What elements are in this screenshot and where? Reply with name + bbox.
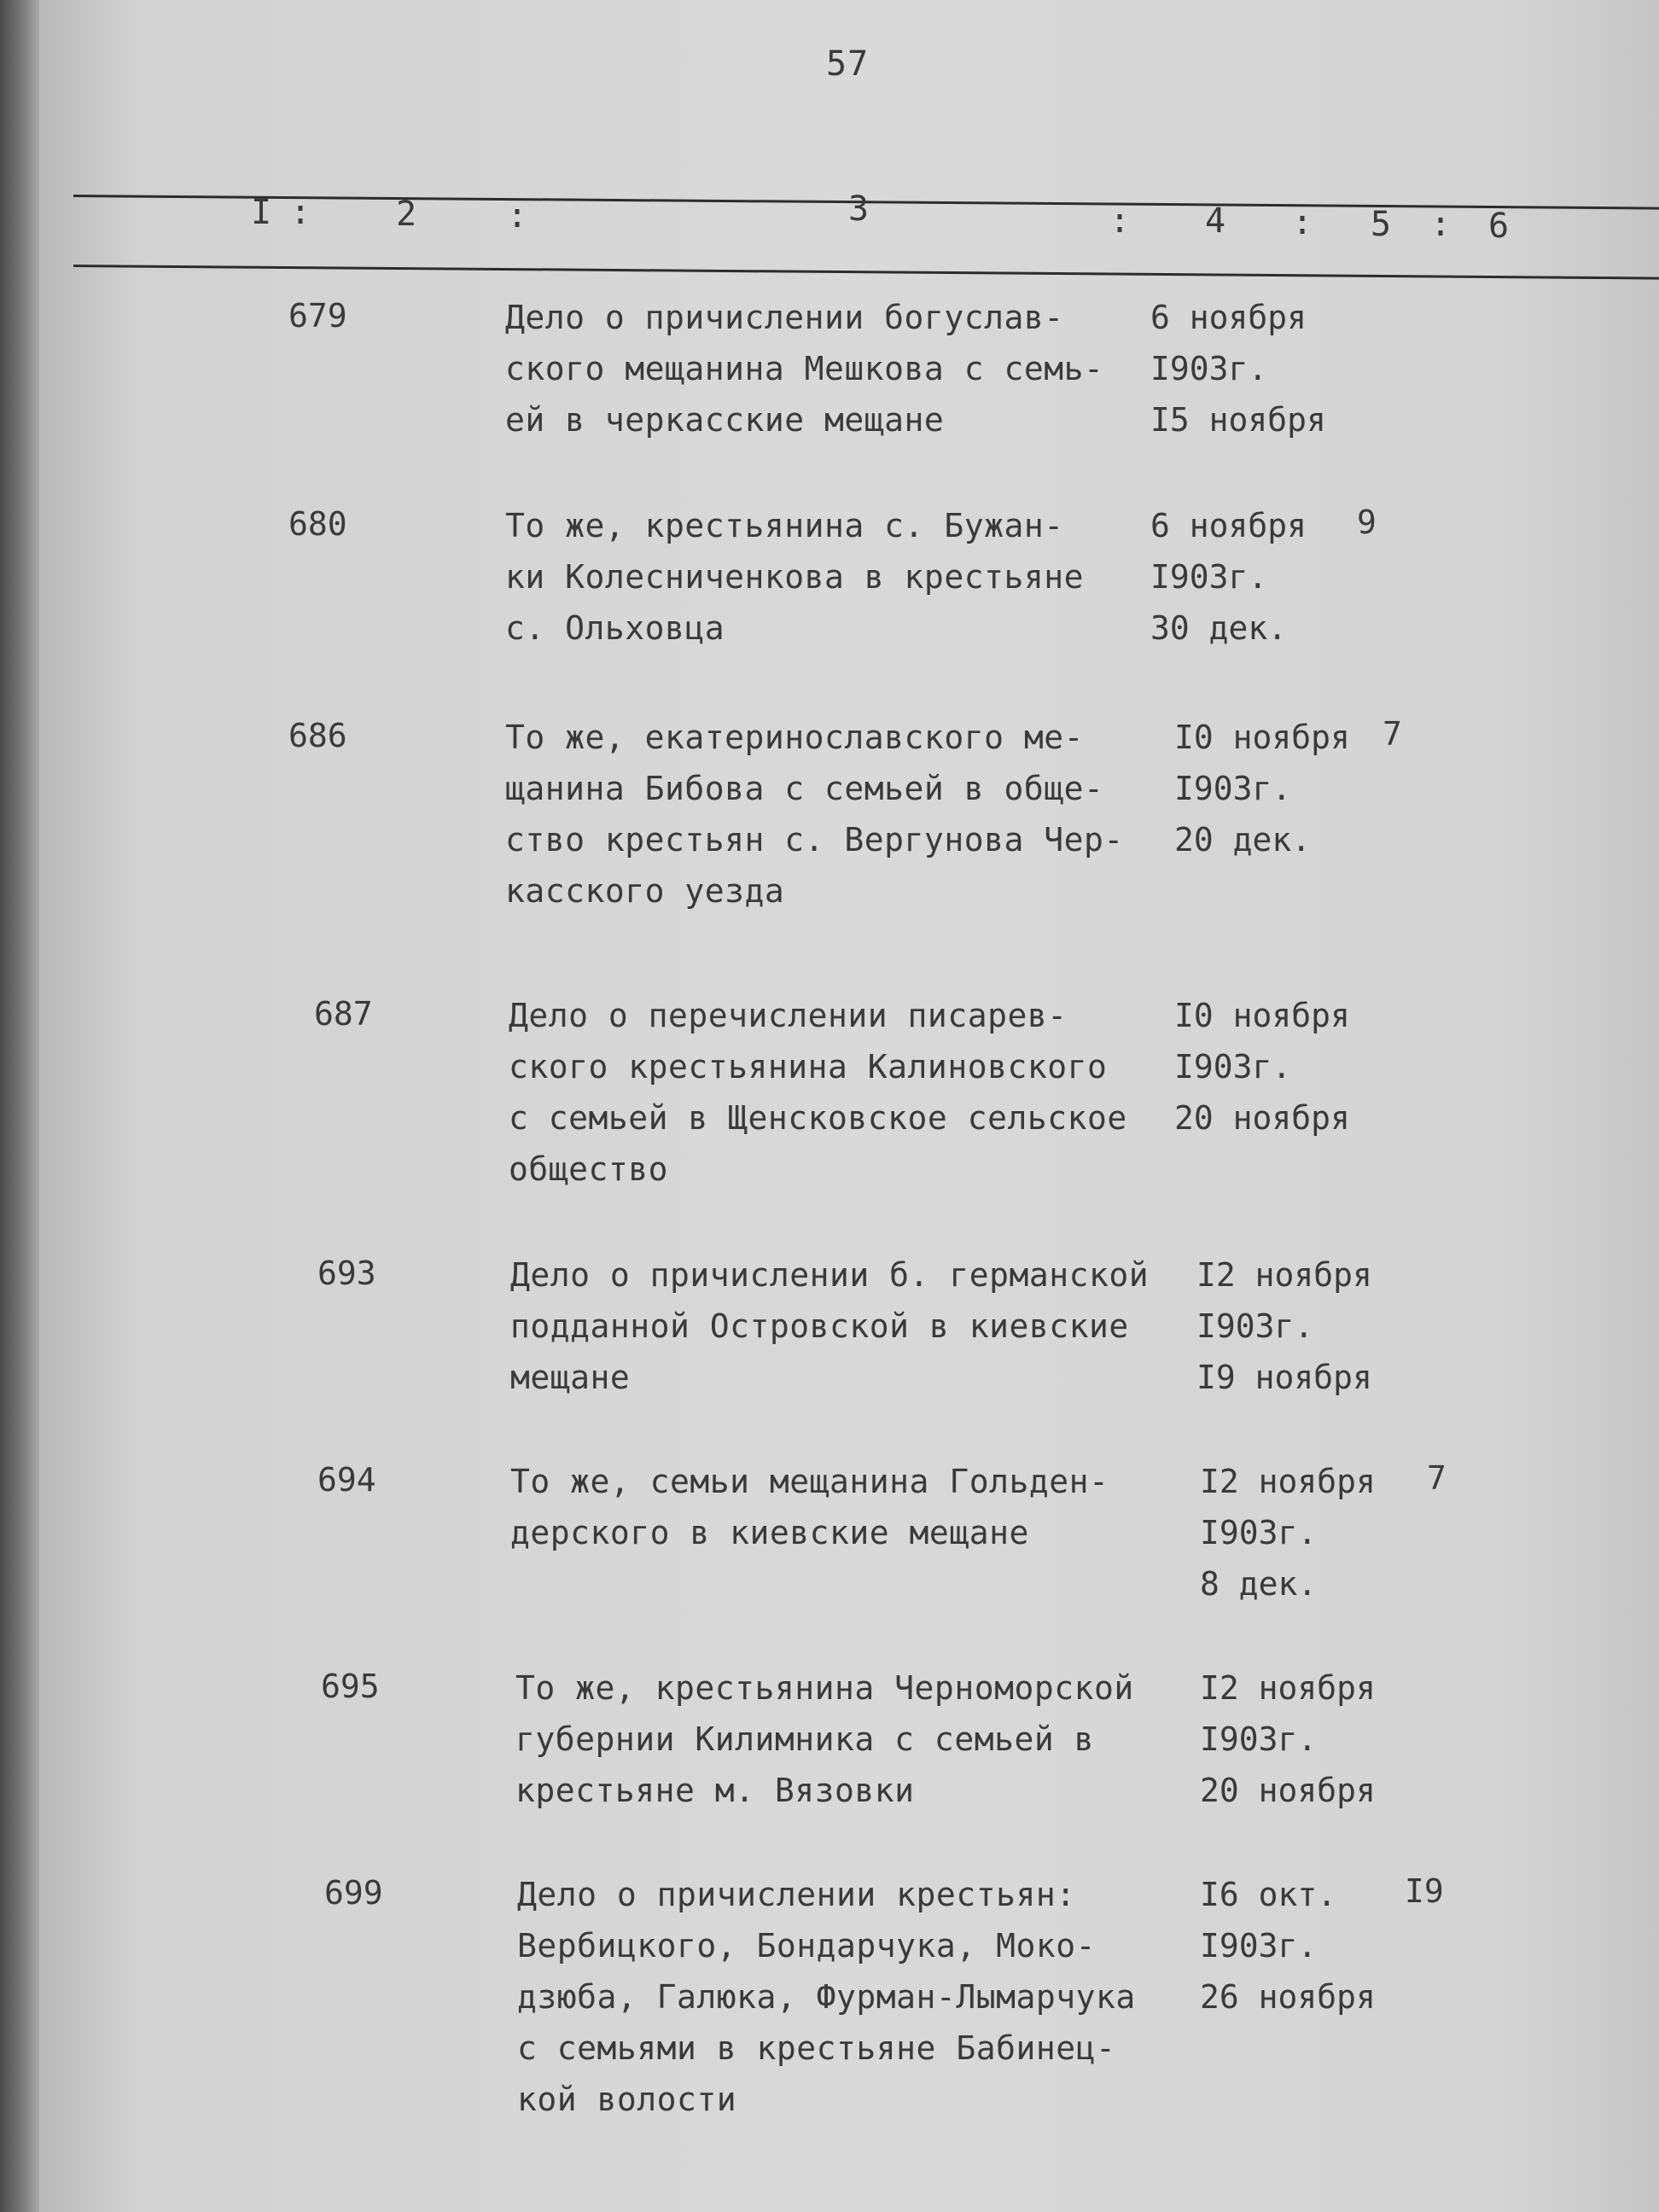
entry-dates [1200, 1456, 1376, 1610]
date-line: I903г. [1200, 1720, 1318, 1758]
entry-sheet-count: 7 [1427, 1459, 1447, 1497]
entry-description [510, 1456, 1109, 1558]
description-line: Дело о перечислении писарев- [509, 997, 1068, 1034]
entry-dates [1196, 1249, 1372, 1403]
description-line: То же, екатеринославского ме- [505, 719, 1084, 756]
column-separator: : [507, 196, 528, 236]
description-line: с. Ольховца [505, 609, 725, 647]
date-line: I2 ноября [1200, 1669, 1376, 1707]
entry-sheet-count: 9 [1357, 504, 1377, 541]
date-line: I903г. [1174, 1048, 1292, 1086]
description-line: Дело о причислении крестьян: [517, 1876, 1076, 1913]
entry-dates [1174, 712, 1350, 865]
description-line: дзюба, Галюка, Фурман-Лымарчука [517, 1978, 1136, 2016]
entry-description [509, 990, 1127, 1195]
header-bottom-rule [73, 265, 1659, 280]
date-line: I0 ноября [1174, 719, 1350, 756]
entry-number: 699 [324, 1874, 383, 1912]
document-page [39, 0, 1659, 2212]
date-line: I903г. [1150, 558, 1268, 596]
entry-sheet-count: I9 [1405, 1872, 1444, 1910]
date-line: 20 дек. [1174, 821, 1312, 859]
description-line: губернии Килимника с семьей в [515, 1720, 1094, 1758]
description-line: ского крестьянина Калиновского [509, 1048, 1108, 1086]
entry-dates [1200, 1869, 1376, 2023]
column-header-5: 5 [1371, 205, 1392, 244]
entry-description [505, 292, 1103, 445]
date-line: I903г. [1200, 1514, 1318, 1551]
date-line: I2 ноября [1200, 1463, 1376, 1500]
date-line: 20 ноября [1174, 1099, 1350, 1137]
description-line: То же, семьи мещанина Гольден- [510, 1463, 1109, 1500]
entry-sheet-count: 7 [1382, 715, 1402, 753]
date-line: I903г. [1196, 1307, 1314, 1345]
column-separator: : [1430, 205, 1452, 244]
description-line: Дело о причислении богуслав- [505, 299, 1064, 336]
book-spine-shadow [0, 0, 39, 2212]
column-header-1: I [251, 193, 272, 232]
date-line: I903г. [1150, 350, 1268, 387]
description-line: крестьяне м. Вязовки [515, 1772, 915, 1809]
description-line: ей в черкасские мещане [505, 401, 945, 439]
column-header-4: 4 [1205, 201, 1226, 241]
date-line: 20 ноября [1200, 1772, 1376, 1809]
entry-description [510, 1249, 1149, 1403]
description-line: ство крестьян с. Вергунова Чер- [505, 821, 1124, 859]
description-line: дерского в киевские мещане [510, 1514, 1029, 1551]
entry-number: 679 [288, 297, 347, 335]
date-line: 30 дек. [1150, 609, 1288, 647]
description-line: ки Колесниченкова в крестьяне [505, 558, 1084, 596]
column-separator: : [1109, 201, 1131, 241]
description-line: общество [509, 1150, 669, 1188]
entry-description [515, 1662, 1134, 1816]
entry-number: 694 [317, 1461, 376, 1499]
date-line: I0 ноября [1174, 997, 1350, 1034]
column-separator: : [290, 193, 311, 232]
date-line: I5 ноября [1150, 401, 1326, 439]
description-line: ского мещанина Мешкова с семь- [505, 350, 1104, 387]
date-line: I2 ноября [1196, 1256, 1372, 1294]
description-line: с семьями в крестьяне Бабинец- [517, 2029, 1116, 2067]
entry-number: 693 [317, 1254, 376, 1292]
date-line: 26 ноября [1200, 1978, 1376, 2016]
date-line: 8 дек. [1200, 1565, 1318, 1603]
entry-number: 687 [314, 995, 373, 1033]
description-line: кой волости [517, 2081, 737, 2118]
entry-dates [1150, 292, 1326, 445]
description-line: щанина Бибова с семьей в обще- [505, 770, 1104, 807]
date-line: I903г. [1174, 770, 1292, 807]
entry-description [505, 712, 1124, 917]
description-line: мещане [510, 1359, 631, 1396]
description-line: То же, крестьянина Черноморской [515, 1669, 1134, 1707]
date-line: I903г. [1200, 1927, 1318, 1965]
entry-dates [1150, 500, 1307, 654]
entry-dates [1174, 990, 1350, 1144]
column-header-3: 3 [848, 189, 870, 229]
entry-dates [1200, 1662, 1376, 1816]
column-header-6: 6 [1488, 207, 1510, 246]
entry-description [517, 1869, 1136, 2125]
description-line: с семьей в Щенсковское сельское [509, 1099, 1127, 1137]
page-number: 57 [826, 44, 870, 84]
description-line: То же, крестьянина с. Бужан- [505, 507, 1064, 544]
date-line: I6 окт. [1200, 1876, 1337, 1913]
description-line: касского уезда [505, 872, 785, 910]
entry-number: 680 [288, 505, 347, 543]
description-line: Вербицкого, Бондарчука, Моко- [517, 1927, 1096, 1965]
description-line: Дело о причислении б. германской [510, 1256, 1150, 1294]
date-line: I9 ноября [1196, 1359, 1372, 1396]
description-line: подданной Островской в киевские [510, 1307, 1129, 1345]
entry-number: 695 [321, 1668, 380, 1705]
column-header-2: 2 [396, 195, 417, 234]
entry-number: 686 [288, 717, 347, 754]
entry-description [505, 500, 1084, 654]
date-line: 6 ноября [1150, 507, 1307, 544]
column-separator: : [1292, 203, 1313, 242]
date-line: 6 ноября [1150, 299, 1307, 336]
